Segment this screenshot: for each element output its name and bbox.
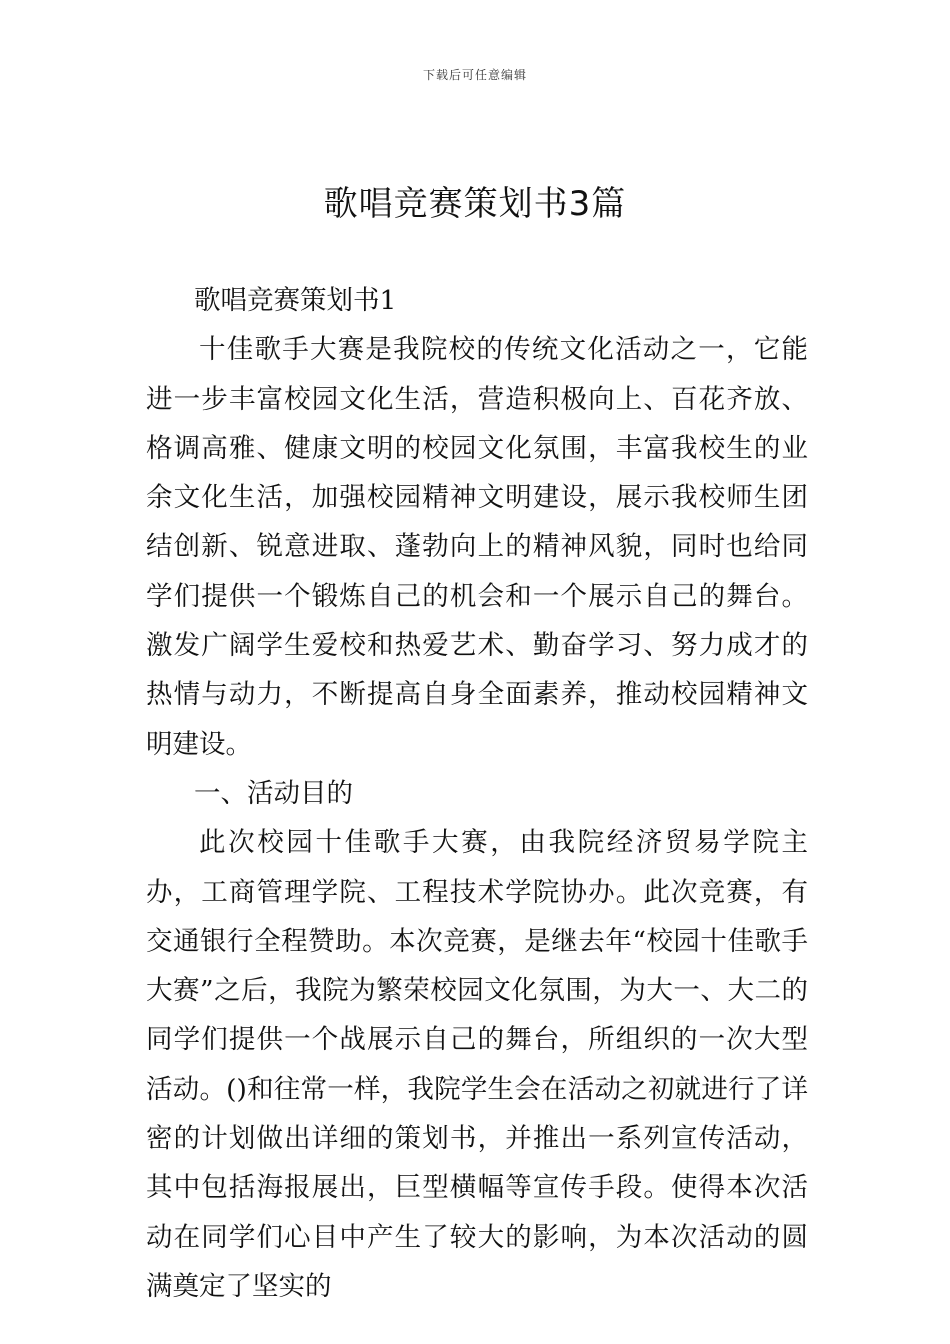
header-note: 下载后可任意编辑	[422, 68, 527, 82]
paragraph-activity-details: 此次校园十佳歌手大赛，由我院经济贸易学院主办，工商管理学院、工程技术学院协办。此次竞赛，有交通银行全程赞助。本次竞赛，是继去年“校园十佳歌手大赛”之后，我院为繁荣校园文化氛围，为大一、大二的同学们提供一个战展示自己的舞台，所组织的一次大型活动。()和往常一样，我院学生会在活动之初就进行了详密的计划做出详细的策划书，并推出一系列宣传活动，其中包括海报展出，巨型横幅等宣传手段。使得本次活动在同学们心目中产生了较大的影响，为本次活动的圆满奠定了坚实的	[146, 827, 808, 1302]
paragraph-intro: 十佳歌手大赛是我院校的传统文化活动之一，它能进一步丰富校园文化生活，营造积极向上、百花齐放、格调高雅、健康文明的校园文化氛围，丰富我校生的业余文化生活，加强校园精神文明建设，展示我校师生团结创新、锐意进取、蓬勃向上的精神风貌，同时也给同学们提供一个锻炼自己的机会和一个展示自己的舞台。激发广阔学生爱校和热爱艺术、勤奋学习、努力成才的热情与动力，不断提高自身全面素养，推动校园精神文明建设。	[146, 334, 808, 760]
section-title: 歌唱竞赛策划书1	[194, 285, 397, 316]
document-body	[146, 276, 808, 1311]
document-title: 歌唱竞赛策划书3篇	[323, 184, 627, 224]
heading-activity-purpose: 一、活动目的	[194, 777, 353, 809]
